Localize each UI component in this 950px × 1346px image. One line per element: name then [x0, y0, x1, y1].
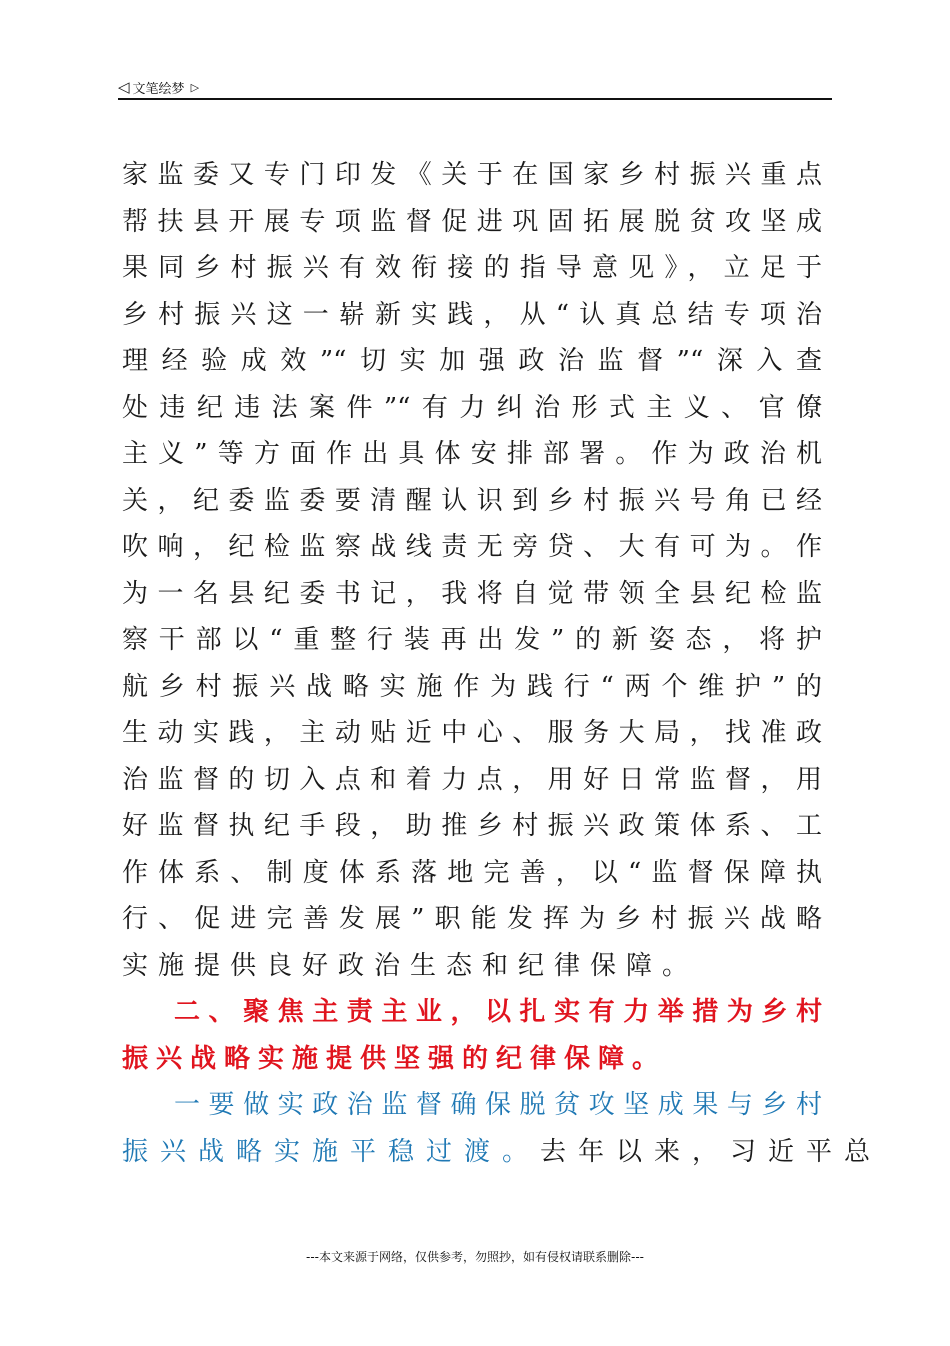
- body-line: 为一名县纪委书记，我将自觉带领全县纪检监: [122, 578, 822, 609]
- body-line: 治监督的切入点和着力点，用好日常监督，用: [122, 764, 822, 795]
- body-line: 理经验成效”“切实加强政治监督”“深入查: [122, 346, 822, 376]
- body-line: 处违纪违法案件”“有力纠治形式主义、官僚: [122, 392, 822, 423]
- body-line: 乡村振兴这一崭新实践，从“认真总结专项治: [122, 299, 822, 330]
- body-line: 果同乡村振兴有效衔接的指导意见》，立足于: [122, 253, 822, 283]
- body-line: 帮扶县开展专项监督促进巩固拓展脱贫攻坚成: [122, 206, 822, 237]
- subsection-heading-tail: 振兴战略实施平稳过渡。: [122, 1136, 541, 1167]
- header-title: 文笔绘梦: [132, 81, 185, 97]
- body-line: 实施提供良好政治生态和纪律保障。: [122, 950, 699, 981]
- page-footer-notice: ---本文来源于网络，仅供参考，勿照抄，如有侵权请联系删除---: [306, 1250, 644, 1264]
- body-line: 作体系、制度体系落地完善，以“监督保障执: [122, 857, 822, 888]
- body-line: 航乡村振兴战略实施作为践行“两个维护”的: [122, 671, 822, 702]
- body-line: 生动实践，主动贴近中心、服务大局，找准政: [122, 718, 822, 748]
- body-line: 行、促进完善发展”职能发挥为乡村振兴战略: [122, 904, 822, 934]
- page-header: [118, 76, 832, 98]
- header-divider: [118, 98, 832, 100]
- document-body: [122, 152, 883, 1175]
- section-heading-line-1: 二、聚焦主责主业，以扎实有力举措为乡村: [174, 997, 822, 1027]
- triangle-left-icon: ◁: [118, 78, 130, 96]
- body-line: 关，纪委监委要清醒认识到乡村振兴号角已经: [122, 485, 822, 516]
- subsection-line-2: [122, 1129, 883, 1176]
- section-heading-line-2: 振兴战略实施提供坚强的纪律保障。: [122, 1043, 667, 1074]
- body-text-continuation: 去年以来，习近平总: [540, 1136, 883, 1167]
- body-line: 好监督执纪手段，助推乡村振兴政策体系、工: [122, 811, 822, 841]
- body-line: 吹响，纪检监察战线责无旁贷、大有可为。作: [122, 532, 822, 562]
- body-line: 主义”等方面作出具体安排部署。作为政治机: [122, 439, 822, 469]
- body-line: 家监委又专门印发《关于在国家乡村振兴重点: [122, 160, 822, 190]
- subsection-heading-line-1: 一要做实政治监督确保脱贫攻坚成果与乡村: [174, 1090, 822, 1120]
- triangle-right-icon: ▷: [190, 80, 200, 94]
- body-line: 察干部以“重整行装再出发”的新姿态，将护: [122, 625, 822, 655]
